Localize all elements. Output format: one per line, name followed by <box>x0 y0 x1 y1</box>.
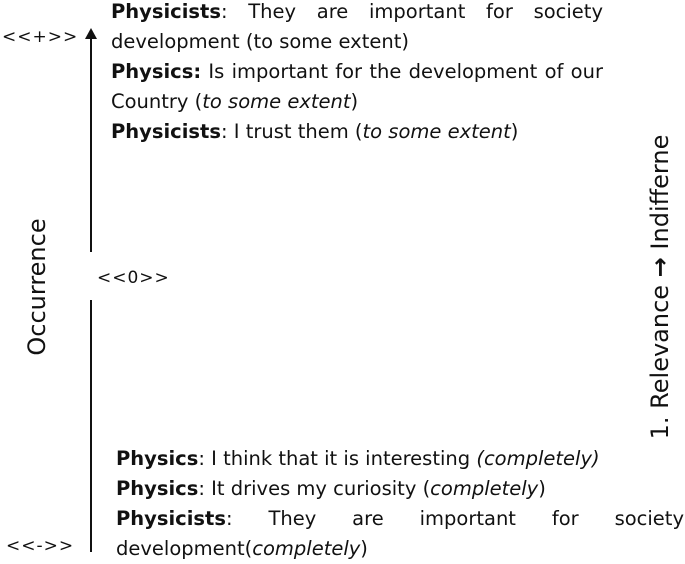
statement-text: I trust them ( <box>227 120 363 143</box>
statement-text: development( <box>116 537 253 560</box>
axis-line-lower <box>90 300 92 552</box>
statement-qualifier: to some extent <box>362 120 511 143</box>
statement-line <box>116 534 684 564</box>
statement-tail: ) <box>350 90 359 113</box>
statement-subject: Physics <box>116 447 199 470</box>
indifference-label: Indifferne <box>646 134 674 250</box>
statement-qualifier: to some extent <box>202 90 351 113</box>
statement-line <box>111 87 603 117</box>
statement-subject: Physicists <box>116 507 226 530</box>
statement-tail: ) <box>538 477 546 500</box>
statement-subject: Physics: <box>111 60 202 83</box>
statement-colon: : <box>225 507 233 530</box>
statement-text: Is important for the development of our <box>201 60 603 83</box>
occurrence-axis-label: Occurrence <box>23 218 51 356</box>
statement-tail: ) <box>360 537 368 560</box>
statement-colon: : <box>220 120 228 143</box>
statement-line <box>111 0 603 27</box>
axis-line-upper <box>90 36 92 252</box>
statement-qualifier: completely <box>430 477 539 500</box>
statement-colon: : <box>198 477 205 500</box>
statement-line <box>111 57 603 87</box>
statement-text: They are important for society <box>232 507 684 530</box>
arrow-right-icon: → <box>646 257 674 278</box>
statement-colon: : <box>220 0 228 23</box>
statement-line <box>111 27 603 57</box>
statement-text: development (to some extent) <box>111 30 409 53</box>
marker-neutral: <<0>> <box>97 268 170 288</box>
statement-qualifier: completely <box>252 537 361 560</box>
statement-line <box>111 117 603 147</box>
bottom-statements <box>116 444 684 564</box>
statement-subject: Physicists <box>111 0 221 23</box>
statement-subject: Physicists <box>111 120 221 143</box>
statement-tail: ) <box>510 120 519 143</box>
top-statements <box>111 0 603 147</box>
statement-text: I think that it is interesting <box>204 447 477 470</box>
relevance-label: 1. Relevance <box>646 284 674 440</box>
statement-subject: Physics <box>116 477 199 500</box>
statement-text: They are important for society <box>227 0 603 23</box>
marker-positive: <<+>> <box>2 27 79 47</box>
statement-line <box>116 474 684 504</box>
arrow-up-icon <box>85 28 97 39</box>
statement-text: It drives my curiosity ( <box>204 477 431 500</box>
statement-line <box>116 504 684 534</box>
statement-line <box>116 444 684 474</box>
statement-colon: : <box>198 447 205 470</box>
relevance-axis-label <box>646 135 674 440</box>
statement-qualifier: (completely) <box>476 447 600 470</box>
marker-negative: <<->> <box>6 536 75 556</box>
statement-text: Country ( <box>111 90 203 113</box>
